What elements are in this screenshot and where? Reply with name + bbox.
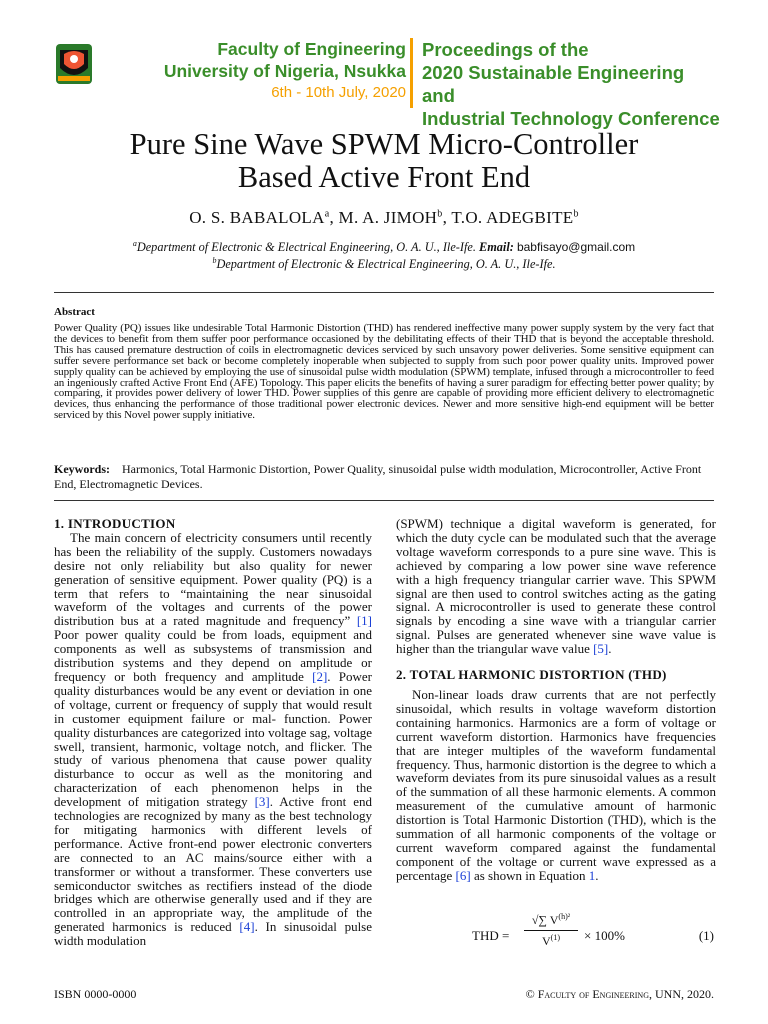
section-1-continued: (SPWM) technique a digital waveform is generated, for which the duty cycle can be modulated such that the average voltage waveform corresponds to a pure sine wave. This is achieved by comparing a low power sine wave reference with a high frequency triangular carrier wave. This SPWM signal are then used to control switches acting as the gating signal. A microcontroller is used to generate these control signals by encoding a sine wave with a triangular carrier signal. Pulses are generated whenever sine wave value is higher than the triangular wave value [5]. <box>396 516 716 657</box>
keywords-label: Keywords: <box>54 462 110 476</box>
equation-lhs: THD = <box>472 928 510 943</box>
conference-header <box>54 38 720 129</box>
section-1-heading: 1. INTRODUCTION <box>54 516 176 531</box>
thd-equation <box>396 912 716 952</box>
proceedings-line-2: 2020 Sustainable Engineering and <box>422 62 685 106</box>
faculty-block <box>94 38 406 104</box>
citation-link[interactable]: [3] <box>254 794 270 810</box>
university-name: University of Nigeria, Nsukka <box>163 61 406 81</box>
proceedings-block <box>422 38 722 130</box>
title-line-2: Based Active Front End <box>237 160 531 194</box>
proceedings-line-3: Industrial Technology Conference <box>422 108 720 129</box>
abstract-bottom-rule <box>54 500 714 501</box>
top-rule <box>54 292 714 293</box>
section-2-heading: 2. TOTAL HARMONIC DISTORTION (THD) <box>396 667 667 683</box>
affiliation-b: $^b$Department of Electronic & Electrical Engineering, O. A. U., Ile-Ife. <box>212 256 556 272</box>
right-column <box>396 517 716 883</box>
citation-link[interactable]: [5] <box>593 641 609 657</box>
author-3: , T.O. ADEGBITE <box>442 208 574 227</box>
citation-link[interactable]: [6] <box>455 867 471 883</box>
citation-link[interactable]: [4] <box>239 919 255 935</box>
abstract-text: Power Quality (PQ) issues like undesirable Total Harmonic Distortion (THD) has rendered ineffective many power supply system by the very fact that the devices to benefit from them suffer poor performance occasioned by the debilitating effects of their THD that is beyond the acceptable threshold. This has caused premature destruction of coils in electromagnetic devices serviced by such unsavory power deliveries. Some sensitive equipment can suffer severe performance set back or become completely inoperable when subjected to supply from such poor power quality units. Improved power supply quality can be achieved by employing the use of sinusoidal pulse width modulation (SPWM) template, infused through a microcontroller to feed an ingeniously crafted Active Front End (AFE) Topology. This paper elicits the benefits of having a surer paradigm for effecting better power quality; by comparing, it provides power delivery of lower THD. Power supplies of this genre are capable of providing more efficient delivery to electromagnetic devices, thus enhancing the performance of those traditional power electronic devices. Newer and more sensitive high-end equipment will be better serviced by this Novel power supply initiative. <box>54 322 714 422</box>
author-email: babfisayo@gmail.com <box>516 240 636 255</box>
title-line-1: Pure Sine Wave SPWM Micro-Controller <box>129 127 639 161</box>
equation-fraction <box>524 912 578 949</box>
abstract-heading: Abstract <box>54 306 95 318</box>
university-logo-icon <box>54 42 94 86</box>
author-1: O. S. BABALOLA <box>189 208 325 227</box>
equation-reference[interactable]: 1 <box>588 867 596 883</box>
section-2-paragraph: Non-linear loads draw currents that are not perfectly sinusoidal, which results in voltage waveform distortion containing harmonics. Harmonics are a form of voltage or current waveform distortion. Harmonics have frequencies that are integer multiples of the waveform fundamental frequency. Thus, harmonic distortion is the degree to which a waveform deviates from its pure sinusoidal values as a result of the summation of all these harmonic elements. A common measurement of the cumulative amount of harmonic distortion is Total Harmonic Distortion (THD), which is the summation of all harmonic components of the voltage or current waveform compared against the fundamental component of the voltage or current wave expressed as a percentage [6] as shown in Equation 1. <box>396 686 716 883</box>
section-1-paragraph: The main concern of electricity consumers until recently has been the reliability of the supply. Customers nowadays desire not only reliability but also quality for newer generation of sensitive equipment. Power quality (PQ) is a term that refers to “maintaining the near sinusoidal waveform of the voltages and currents of the power distribution bus at a rated magnitude and frequency” [1] Poor power quality could be from loads, equipment and components as well as subsystems of transmission and distribution systems and they depend on amplitude or frequency or both frequency and amplitude [2]. Power quality disturbances would be any event or deviation in one of voltage, current or frequency of supply that would result in customer equipment failure or mal- function. Power quality disturbances are categorized into voltage sag, voltage swell, transient, harmonic, voltage notch, and flicker. The study of various phenomena that cause power quality disturbance to occur as well as the monitoring and characterization of each phenomenon helps in the development of mitigation strategy [3]. Active front end technologies are recognized by many as the best technology for mitigating harmonics with different levels of performance. Active front-end power electronic converters are connected to an AC mains/source either with a transformer or without a transformer. These converters use semiconductor switches as rectifiers instead of the diode bridges which are otherwise generally used and if they are controlled in an appropriate way, the amplitude of the generated harmonics is reduced [4]. In sinusoidal pulse width modulation <box>54 529 373 949</box>
equation-number: (1) <box>698 928 714 943</box>
affiliation-a: $^a$Department of Electronic & Electrical Engineering, O. A. U., Ile-Ife. Email: babfisayo@gmail.com <box>132 239 636 255</box>
author-list: O. S. BABALOLA$^a$, M. A. JIMOH$^b$, T.O. ADEGBITE$^b$ <box>189 208 579 227</box>
left-column <box>54 517 372 948</box>
citation-link[interactable]: [2] <box>312 668 328 684</box>
footer-isbn: ISBN 0000-0000 <box>54 987 137 1001</box>
paper-title <box>40 128 728 194</box>
citation-link[interactable]: [1] <box>356 613 372 629</box>
conference-dates: 6th - 10th July, 2020 <box>271 84 406 101</box>
equation-denominator: $V^{(1)}$ <box>542 933 560 948</box>
faculty-name: Faculty of Engineering <box>217 39 406 59</box>
proceedings-line-1: Proceedings of the <box>422 39 589 60</box>
keywords <box>54 462 714 492</box>
header-divider <box>410 38 413 108</box>
footer-copyright: © Faculty of Engineering, UNN, 2020. <box>525 987 714 1001</box>
email-label: Email: <box>479 240 514 255</box>
equation-numerator: √∑ $V^{(h)^2}$ <box>524 912 578 931</box>
equation-rhs: × 100% <box>584 928 625 943</box>
author-2: , M. A. JIMOH <box>329 208 438 227</box>
keywords-text: Harmonics, Total Harmonic Distortion, Power Quality, sinusoidal pulse width modulation, Microcontroller, Active Front End, Electromagnetic Devices. <box>54 462 702 491</box>
